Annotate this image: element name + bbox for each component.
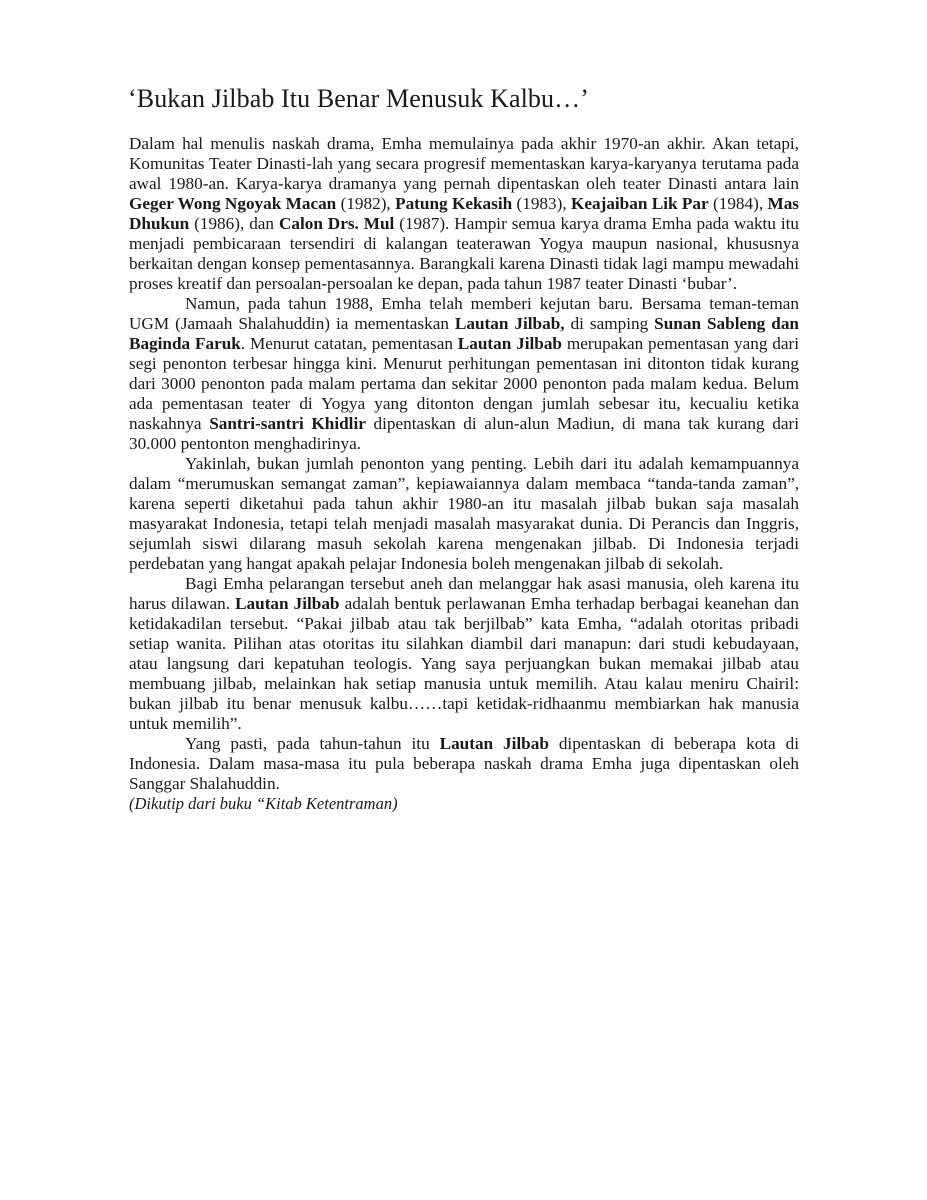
paragraph-2-text-1: Namun, pada tahun 1988, Emha telah memberi kejutan baru. Bersama teman-teman UGM (Jamaah Shalahuddin) ia mementaskan: [129, 294, 799, 333]
play-title-mas-dhukun: Mas Dhukun: [129, 194, 799, 233]
paragraph-1-text-3: (1983),: [512, 194, 571, 213]
play-title-lautan-jilbab: Lautan Jilbab,: [454, 314, 571, 333]
paragraph-1-text-5: (1986), dan: [189, 214, 279, 233]
paragraph-4-text-1: Bagi Emha pelarangan tersebut aneh dan melanggar hak asasi manusia, oleh karena itu harus dilawan.: [129, 574, 799, 613]
paragraph-5-text-1: Yang pasti, pada tahun-tahun itu: [185, 734, 440, 753]
paragraph-1-text-6: (1987). Hampir semua karya drama Emha pada waktu itu menjadi pembicaraan tersendiri di kalangan teaterawan Yogya maupun nasional, khususnya berkaitan dengan konsep pementasannya. Barangkali karena Dinasti tidak lagi mampu mewadahi proses kreatif dan persoalan-persoalan ke depan, pada tahun 1987 teater Dinasti ‘bubar’.: [129, 214, 799, 293]
paragraph-5-text-2: dipentaskan di beberapa kota di Indonesia. Dalam masa-masa itu pula beberapa naskah drama Emha juga dipentaskan oleh Sanggar Shalahuddin.: [129, 734, 799, 793]
paragraph-4-text-2: adalah bentuk perlawanan Emha terhadap berbagai keanehan dan ketidakadilan tersebut. “Pakai jilbab atau tak berjilbab” kata Emha, “adalah otoritas pribadi setiap wanita. Pilihan atas otoritas itu silahkan diambil dari manapun: dari studi kebudayaan, atau langsung dari kepatuhan teologis. Yang saya perjuangkan bukan memakai jilbab atau membuang jilbab, melainkan hak setiap manusia untuk memilih. Atau kalau meniru Chairil: bukan jilbab itu benar menusuk kalbu……tapi ketidak-ridhaanmu membiarkan hak manusia untuk memilih”.: [129, 594, 799, 733]
paragraph-1-text-4: (1984),: [708, 194, 768, 213]
play-title-calon-drs-mul: Calon Drs. Mul: [278, 214, 395, 233]
document-body: [129, 134, 799, 814]
paragraph-2-text-2: di samping: [570, 314, 655, 333]
paragraph-2-text-5: dipentaskan di alun-alun Madiun, di mana tak kurang dari 30.000 pentonton menghadirinya.: [129, 414, 799, 453]
paragraph-1-text-2: (1982),: [336, 194, 396, 213]
paragraph-4: [129, 574, 799, 734]
play-title-keajaiban-lik-par: Keajaiban Lik Par: [571, 194, 709, 213]
play-title-lautan-jilbab: Lautan Jilbab: [439, 734, 549, 753]
play-title-geger-wong-ngoyak-macan: Geger Wong Ngoyak Macan: [129, 194, 337, 213]
play-title-santri-santri-khidlir: Santri-santri Khidlir: [209, 414, 366, 433]
paragraph-1-text-1: Dalam hal menulis naskah drama, Emha memulainya pada akhir 1970-an akhir. Akan tetapi, Komunitas Teater Dinasti-lah yang secara progresif mementaskan karya-karyanya terutama pada awal 1980-an. Karya-karya dramanya yang pernah dipentaskan oleh teater Dinasti antara lain: [129, 134, 799, 193]
paragraph-1: [129, 134, 799, 294]
play-title-patung-kekasih: Patung Kekasih: [395, 194, 513, 213]
paragraph-3: [129, 454, 799, 574]
source-citation: (Dikutip dari buku “Kitab Ketentraman): [129, 794, 398, 813]
paragraph-2-text-4: merupakan pementasan yang dari segi penonton terbesar hingga kini. Menurut perhitungan pementasan ini ditonton tidak kurang dari 3000 penonton pada malam pertama dan sekitar 2000 penonton pada malam kedua. Belum ada pementasan teater di Yogya yang ditonton dengan jumlah sebesar itu, kecualiu ketika naskahnya: [129, 334, 799, 433]
document-title: ‘Bukan Jilbab Itu Benar Menusuk Kalbu…’: [128, 84, 589, 113]
play-title-sunan-sableng: Sunan Sableng dan Baginda Faruk: [129, 314, 799, 353]
paragraph-5: [129, 734, 799, 794]
paragraph-3-text-1: Yakinlah, bukan jumlah penonton yang penting. Lebih dari itu adalah kemampuannya dalam “merumuskan semangat zaman”, kepiawaiannya dalam membaca “tanda-tanda zaman”, karena seperti diketahui pada tahun akhir 1980-an itu masalah jilbab bukan saja masalah masyarakat Indonesia, tetapi telah menjadi masalah masyarakat dunia. Di Perancis dan Inggris, sejumlah siswi dilarang masuh sekolah karena mengenakan jilbab. Di Indonesia terjadi perdebatan yang hangat apakah pelajar Indonesia boleh mengenakan jilbab di sekolah.: [129, 454, 799, 573]
paragraph-2: [129, 294, 799, 454]
paragraph-2-text-3: . Menurut catatan, pementasan: [240, 334, 458, 353]
play-title-lautan-jilbab: Lautan Jilbab: [457, 334, 562, 353]
play-title-lautan-jilbab: Lautan Jilbab: [235, 594, 340, 613]
